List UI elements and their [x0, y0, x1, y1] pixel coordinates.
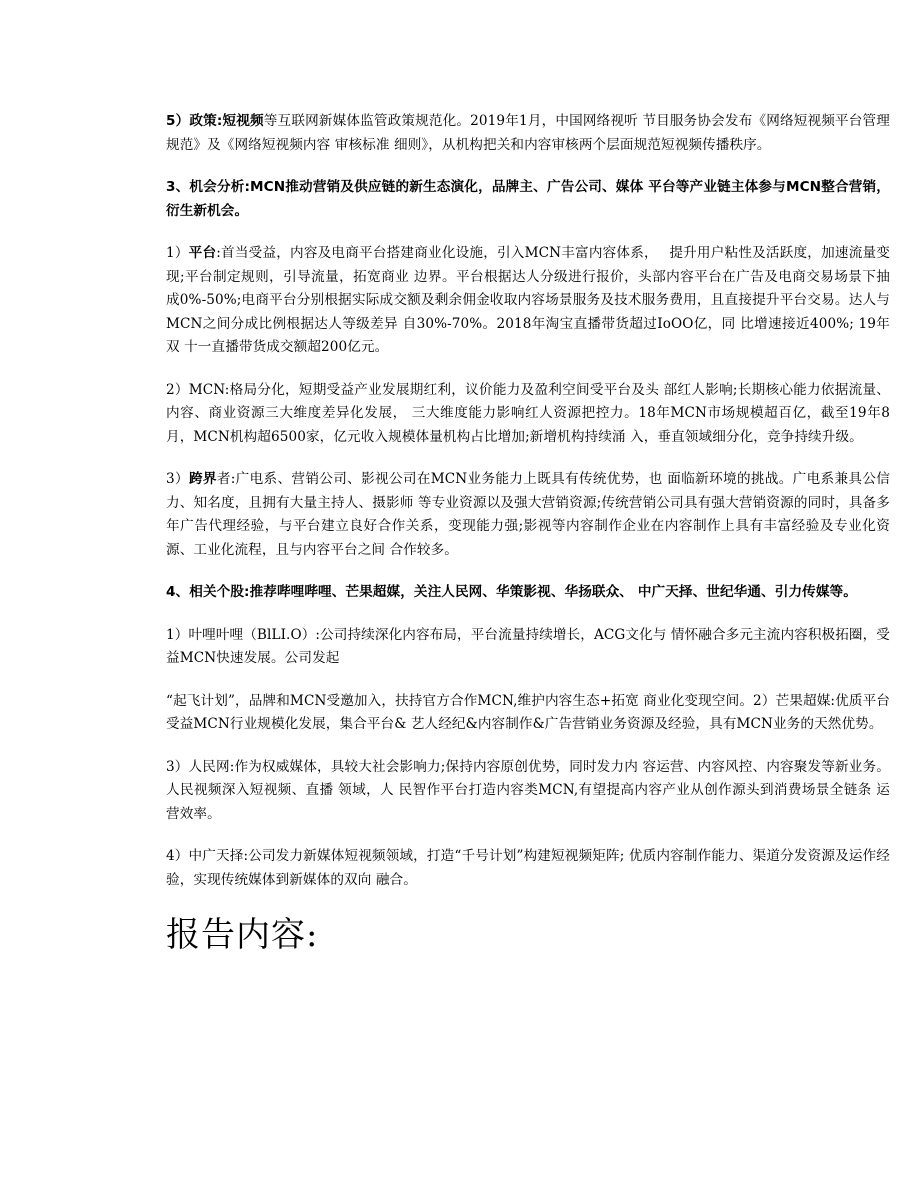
paragraph-takeoff-plan: “起飞计划”，品牌和MCN受邀加入，扶持官方合作MCN,维护内容生态+拓宽 商业化变现空间。2）芒果超媒:优质平台受益MCN行业规模化发展，集合平台& 艺人经纪&内容制作&广告营销业务资源及经验，具有MCN业务的天然优势。 — [166, 692, 890, 732]
paragraph-bilibili: 1）叶哩叶哩（BlLI.O）:公司持续深化内容布局，平台流量持续增长，ACG文化与 情怀融合多元主流内容积极拓圈，受益MCN快速发展。公司发起 — [166, 626, 890, 666]
paragraph-zhongguang-tianze: 4）中广天择:公司发力新媒体短视频领域，打造“千号计划”构建短视频矩阵; 优质内容制作能力、渠道分发资源及运作经验，实现传统媒体到新媒体的双向 融合。 — [166, 848, 890, 888]
heading-opportunity-analysis: 3、机会分析:MCN推动营销及供应链的新生态演化，品牌主、广告公司、媒体 平台等产业链主体参与MCN整合营销，衍生新机会。 — [166, 179, 890, 219]
paragraph-crossover — [166, 468, 890, 562]
paragraph-crossover-keyword: 跨界 — [188, 471, 217, 487]
paragraph-platform-keyword: 平台 — [188, 245, 217, 261]
paragraph-platform-body: :首当受益，内容及电商平台搭建商业化设施，引入MCN丰富内容体系， 提升用户粘性及活跃度，加速流量变现;平台制定规则，引导流量，拓宽商业 边界。平台根据达人分级进行报价，头部内容平台在广告及电商交易场景下抽 成0%-50%;电商平台分别根据实际成交额及剩余佣金收取内容场景服务及技术服务费用，且直接提升平台交易。达人与MCN之间分成比例根据达人等级差异 自30%-70%。2018年淘宝直播带货超过IoOO亿，同 比增速接近400%; 19年双 十一直播带货成交额超200亿元。 — [166, 245, 909, 355]
paragraph-policy-lead: 5）政策: — [166, 113, 223, 129]
paragraph-policy-body: 等互联网新媒体监管政策规范化。2019年1月，中国网络视听 节目服务协会发布《网络短视频平台管理规范》及《网络短视频内容 审核标准 细则》，从机构把关和内容审核两个层面规范短视频传播秩序。 — [166, 113, 890, 153]
paragraph-crossover-body: 者:广电系、营销公司、影视公司在MCN业务能力上既具有传统优势，也 面临新环境的挑战。广电系兼具公信力、知名度，且拥有大量主持人、摄影师 等专业资源以及强大营销资源;传统营销公司具有强大营销资源的同时，具备多 年广告代理经验，与平台建立良好合作关系，变现能力强;影视等内容制作企业在内容制作上具有丰富经验及专业化资源、工业化流程，且与内容平台之间 合作较多。 — [166, 471, 890, 558]
report-content-heading: 报告内容: — [166, 915, 319, 955]
paragraph-platform — [166, 242, 909, 360]
paragraph-mcn: 2）MCN:格局分化，短期受益产业发展期红利，议价能力及盈利空间受平台及头 部红人影响;长期核心能力依据流量、内容、商业资源三大维度差异化发展， 三大维度能力影响红人资源把控力。18年MCN市场规模超百亿，截至19年8 月，MCN机构超6500家，亿元收入规模体量机构占比增加;新增机构持续涌 入，垂直领域细分化，竞争持续升级。 — [166, 381, 890, 445]
paragraph-people-net: 3）人民网:作为权威媒体，具较大社会影响力;保持内容原创优势，同时发力内 容运营、内容风控、内容聚发等新业务。人民视频深入短视频、直播 领域，人 民智作平台打造内容类MCN,有望提高内容产业从创作源头到消费场景全链条 运营效率。 — [166, 758, 890, 822]
paragraph-policy — [166, 110, 890, 157]
paragraph-crossover-lead: 3） — [166, 471, 189, 487]
heading-related-stocks: 4、相关个股:推荐哔哩哔哩、芒果超媒，关注人民网、华策影视、华扬联众、 中广天择、世纪华通、引力传媒等。 — [166, 584, 857, 600]
paragraph-policy-keyword: 短视频 — [222, 113, 264, 129]
document-page — [166, 110, 909, 956]
paragraph-platform-lead: 1） — [166, 245, 189, 261]
